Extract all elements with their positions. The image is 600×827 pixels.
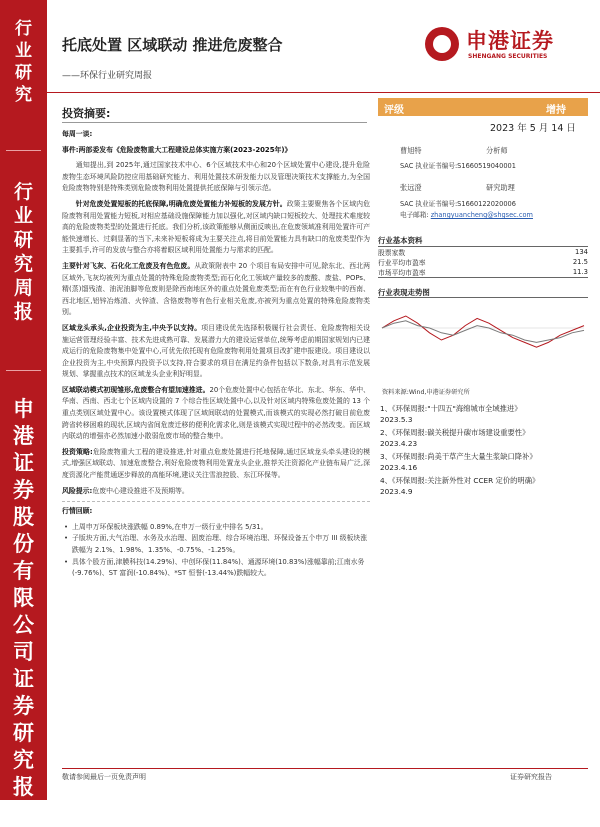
table-row bbox=[378, 257, 588, 267]
analyst2-name: 张远澄 bbox=[400, 183, 422, 192]
sidebar-char: 业 bbox=[13, 205, 33, 227]
sidebar-char: 报 bbox=[13, 301, 33, 323]
sidebar-char: 限 bbox=[13, 585, 34, 610]
industry-performance-chart bbox=[378, 300, 588, 368]
analyst1-name: 曹旭特 bbox=[400, 146, 422, 155]
related-report-item[interactable] bbox=[380, 427, 588, 449]
analyst1-sac: SAC 执业证书编号:S1660519040001 bbox=[400, 162, 516, 170]
email-label: 电子邮箱: bbox=[400, 211, 429, 219]
list-item: • 上周申万环保板块涨跌幅 0.89%,在申万一级行业中排名 5/31。 bbox=[62, 522, 370, 534]
summary-body bbox=[62, 129, 370, 580]
left-sidebar bbox=[0, 0, 47, 826]
paragraph-1: 通知提出,到 2025年,通过国家技术中心、6个区域技术中心和20个区域处置中心建设,提升危险废物生态环境风险防控应用基础研究能力、利用处置技术研发能力以及管理决策技术支撑能力,为全国危险废物特别是特殊类别危险废物利用处置提供托底保障与引领示范。 bbox=[62, 161, 370, 193]
email-row bbox=[400, 209, 533, 219]
sidebar-block-weekly bbox=[0, 180, 47, 324]
summary-heading: 投资摘要: bbox=[62, 107, 111, 120]
sidebar-divider bbox=[6, 150, 41, 151]
sidebar-char: 证 bbox=[13, 450, 34, 475]
sidebar-char: 港 bbox=[13, 423, 34, 448]
sidebar-divider bbox=[6, 370, 41, 371]
sidebar-char: 研 bbox=[13, 229, 33, 251]
chart-title: 行业表现走势图 bbox=[378, 288, 430, 297]
sidebar-char: 券 bbox=[13, 477, 34, 502]
related-report-item[interactable] bbox=[380, 403, 588, 425]
sidebar-char: 报 bbox=[13, 774, 34, 799]
sidebar-char: 份 bbox=[13, 531, 34, 556]
company-logo bbox=[420, 22, 590, 72]
sidebar-char: 公 bbox=[13, 612, 34, 637]
table-cell-value: 21.5 bbox=[572, 258, 588, 266]
sidebar-char: 究 bbox=[15, 85, 32, 105]
chart-title-divider bbox=[378, 297, 588, 298]
sidebar-char: 行 bbox=[15, 19, 32, 39]
table-row bbox=[378, 247, 588, 258]
email-link[interactable]: zhangyuancheng@shgsec.com bbox=[430, 211, 533, 219]
table-cell-label: 股票家数 bbox=[378, 247, 537, 258]
report-title: 托底处置 区域联动 推进危废整合 bbox=[62, 36, 283, 54]
related-num: 1、 bbox=[380, 404, 392, 413]
chart-series-line-0 bbox=[382, 316, 584, 347]
logo-emblem-icon bbox=[425, 27, 459, 61]
sidebar-char: 告 bbox=[13, 801, 34, 826]
paragraph-2: 针对危废处置短板的托底保障,明确危废处置能力补短板的发展方针。政策主要聚焦各个区域内危险废物利用处置能力短板,对相应基础设施保障能力加以强化,对区域内缺口短板较大、处理技术难度较高的危险废物类型的处置进行托底。我们分析,该政策能够从侧面反映出,在危废领域准利用处置许可产能快速增长、过剩显著的当下,未来补短板将成为主要关注点,将目前处置能力具有缺口的危废类型作为主要抓手,许可的发放与整合亦将着眼区域利用处置能力与需求的匹配。 bbox=[62, 199, 370, 255]
chart-source: 资料来源:Wind,申港证券研究所 bbox=[382, 389, 470, 396]
investment-strategy: 投资策略:危险废物重大工程的建设推进,针对重点危废处置进行托地保障,通过区域龙头牵头建设的模式,增强区域联动、加速危废整合,利好危险废物利用处置龙头企业,推荐关注资源化产业链布局广泛,深度资源化产能贯通逐步释放的高能环境,建议关注雪浪控股、东江环保等。 bbox=[62, 447, 370, 480]
sidebar-char: 有 bbox=[13, 558, 34, 583]
analyst1-role: 分析师 bbox=[486, 146, 508, 155]
related-date: 2023.4.23 bbox=[380, 439, 418, 448]
related-date: 2023.4.9 bbox=[380, 487, 413, 496]
sidebar-char: 行 bbox=[13, 181, 33, 203]
related-title: 《环保周报:碳关税提升碳市场建设重要性》 bbox=[391, 428, 530, 437]
logo-name: 申港证券 bbox=[466, 28, 554, 53]
table-cell-label: 市场平均市盈率 bbox=[378, 267, 537, 278]
sidebar-char: 研 bbox=[15, 63, 32, 83]
related-date: 2023.5.3 bbox=[380, 415, 413, 424]
sidebar-char: 股 bbox=[13, 504, 34, 529]
analyst2-role: 研究助理 bbox=[486, 183, 515, 192]
sidebar-char: 业 bbox=[15, 41, 32, 61]
sidebar-char: 证 bbox=[13, 666, 34, 691]
header-divider bbox=[47, 92, 600, 93]
related-title: 《环保周报:"十四五"海绵城市全域推进》 bbox=[391, 404, 522, 413]
list-item: • 具体个股方面,津膜科技(14.29%)、中创环保(11.84%)、通源环境(10.83%)涨幅靠前;江南水务(-9.76%)、ST 富润(-10.84%)、*ST 恒誉(-13.44%)跌幅较大。 bbox=[62, 557, 370, 580]
rating-value: 增持 bbox=[546, 105, 566, 116]
footer-disclaimer: 敬请参阅最后一页免责声明 bbox=[62, 773, 146, 781]
sidebar-char: 申 bbox=[13, 396, 34, 421]
sidebar-char: 研 bbox=[13, 720, 34, 745]
sidebar-char: 券 bbox=[13, 693, 34, 718]
paragraph-4: 区域龙头承头,企业投资为主,中央予以支持。项目建设优先选择积极履行社会责任、危险废物相关设施运营管理经验丰富、技术先进成熟可靠、发展潜力大的建设运营单位,统筹考虑前期国家规划内已建成运行的危险废物集中处置中心,可优先依托现有危险废物利用处置项目改扩建申报建设。项目建设以企业投资为主,中央预算内投资予以支持,符合要求的项目在满足约条件包括以下数条,对具有示范发展规划、掌握重点技术的区域龙头企业利好明显。 bbox=[62, 323, 371, 379]
basic-info-title: 行业基本资料 bbox=[378, 236, 423, 245]
footer-report-type: 证券研究报告 bbox=[510, 773, 552, 781]
related-report-item[interactable] bbox=[380, 451, 588, 473]
related-num: 2、 bbox=[380, 428, 392, 437]
table-cell-value: 11.3 bbox=[537, 267, 588, 278]
market-review-label: 行情回顾: bbox=[62, 507, 93, 516]
risk-warning: 风险提示:危废中心建设推进不及预期等。 bbox=[62, 486, 189, 495]
sidebar-block-company bbox=[0, 395, 47, 827]
related-reports bbox=[380, 403, 588, 499]
basic-info-table bbox=[378, 246, 588, 278]
chart-series-line-1 bbox=[382, 321, 584, 343]
related-title: 《环保周报:关注新外性对 CCER 定价的明确》 bbox=[391, 476, 540, 485]
related-report-item[interactable] bbox=[380, 475, 588, 497]
table-cell-label: 行业平均市盈率 bbox=[378, 259, 426, 267]
related-num: 3、 bbox=[380, 452, 392, 461]
list-item: • 子版块方面,大气治理、水务及水治理、固废治理、综合环境治理、环保设备五个申万 III 级板块涨跌幅为 2.1%、1.98%、1.35%、-0.75%、-1.25%。 bbox=[62, 533, 370, 556]
sidebar-char: 周 bbox=[13, 277, 33, 299]
market-review-list bbox=[62, 522, 370, 580]
paragraph-3: 主要针对飞灰、石化化工危废及有色危废。从政策附表中 20 个项目布局安排中可见,除东北、西北两区域外,飞灰均被列为重点处置的特殊危险废物类型;而石化化工领域产量较多的废酸、废盐、POPs、精(蒸)馏残渣、油泥油脚等危废则是除西南地区外的重点处置危废类型;而在有色行业较集中的西南、西北地区,铝锌冶炼渣、火锌渣、含铬废物等有色行业相关危废,亦被列为重点处置的特殊危险废物类别。 bbox=[62, 261, 370, 317]
related-title: 《环保周报:尚美干草产生大量生浆缺口降补》 bbox=[391, 452, 537, 461]
logo-english-name: SHENGANG SECURITIES bbox=[468, 53, 548, 60]
paragraph-5: 区域联动模式初现雏形,危废整合有望加速推进。20个危废处置中心包括在华北、东北、华东、华中、华南、西南、西北七个区域内设置的 7 个综合性区域处置中心,以及针对区域内特殊危废处置的 13 个重点类别区域处置中心。该设置模式体现了区域间联动的处置模式,而该模式的实现必然打破目前危废跨省转移困难的现状,区域内省间危废迁移的便利化需求化,则是该模式实现过程中的必然改变。而区域内联动的增强亦必然加速小散弱危废市场的整合集中。 bbox=[62, 385, 370, 441]
dashed-divider bbox=[62, 501, 370, 502]
sidebar-char: 司 bbox=[13, 639, 34, 664]
sidebar-block-industry-research bbox=[0, 18, 47, 106]
rating-label: 评级 bbox=[384, 105, 404, 116]
weekly-label: 每周一谈: bbox=[62, 130, 93, 138]
table-row bbox=[378, 267, 588, 278]
report-date: 2023 年 5 月 14 日 bbox=[490, 123, 576, 134]
related-date: 2023.4.16 bbox=[380, 463, 418, 472]
event-line: 事件:两部委发布《危险废物重大工程建设总体实施方案(2023-2025年)》 bbox=[62, 145, 292, 154]
table-cell-value: 134 bbox=[537, 247, 588, 258]
footer-divider bbox=[62, 768, 588, 769]
related-num: 4、 bbox=[380, 476, 392, 485]
sidebar-char: 究 bbox=[13, 253, 33, 275]
sidebar-char: 究 bbox=[13, 747, 34, 772]
summary-divider bbox=[62, 122, 367, 123]
analyst2-sac: SAC 执业证书编号:S1660122020006 bbox=[400, 200, 516, 208]
report-subtitle: ——环保行业研究周报 bbox=[62, 71, 153, 81]
